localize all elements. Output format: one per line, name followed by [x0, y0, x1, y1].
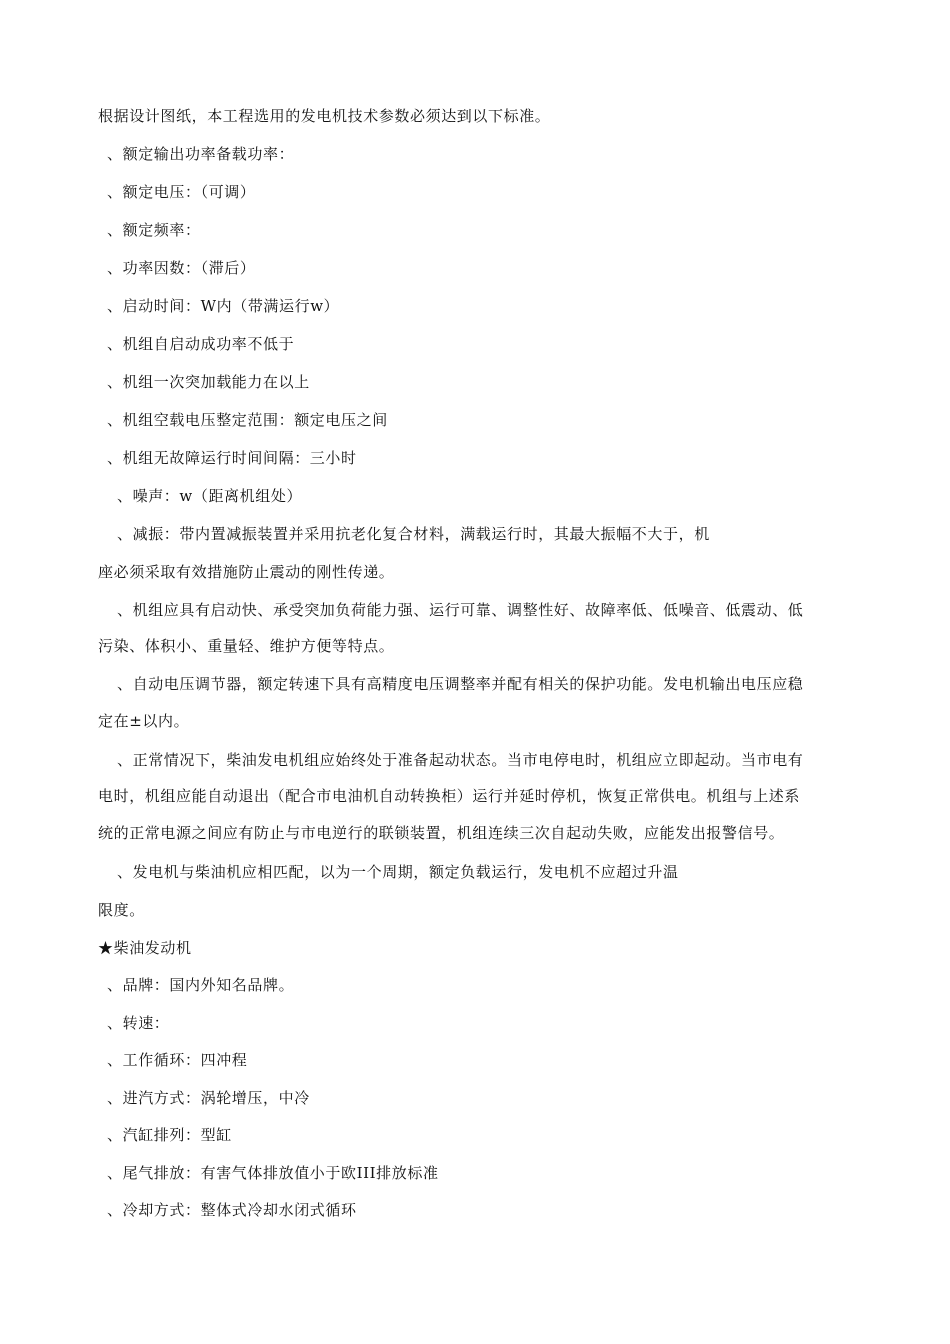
spec-item-standby: 、正常情况下，柴油发电机组应始终处于准备起动状态。当市电停电时，机组应立即起动。当市电有 — [117, 751, 804, 769]
engine-item-emissions: 、尾气排放：有害气体排放值小于欧III排放标准 — [107, 1164, 439, 1182]
spec-item-load-capacity: 、机组一次突加载能力在以上 — [107, 373, 310, 391]
spec-item-vibration-cont: 座必须采取有效措施防止震动的刚性传递。 — [98, 563, 395, 581]
spec-item-standby-cont-2: 统的正常电源之间应有防止与市电逆行的联锁装置，机组连续三次自起动失败，应能发出报警信号。 — [98, 824, 785, 842]
spec-item-matching: 、发电机与柴油机应相匹配，以为一个周期，额定负载运行，发电机不应超过升温 — [117, 863, 679, 881]
spec-item-start-success-rate: 、机组自启动成功率不低于 — [107, 335, 295, 353]
engine-item-cycle: 、工作循环：四冲程 — [107, 1051, 248, 1069]
spec-item-features: 、机组应具有启动快、承受突加负荷能力强、运行可靠、调整性好、故障率低、低噪音、低震动、低 — [117, 601, 804, 619]
engine-item-brand: 、品牌：国内外知名品牌。 — [107, 976, 295, 994]
section-heading-diesel-engine: ★柴油发动机 — [98, 939, 192, 957]
spec-item-features-cont: 污染、体积小、重量轻、维护方便等特点。 — [98, 637, 395, 655]
intro-line: 根据设计图纸，本工程选用的发电机技术参数必须达到以下标准。 — [98, 107, 551, 125]
spec-item-rated-frequency: 、额定频率： — [107, 221, 201, 239]
spec-item-rated-output: 、额定输出功率备载功率： — [107, 145, 295, 163]
spec-item-voltage-range: 、机组空载电压整定范围：额定电压之间 — [107, 411, 388, 429]
spec-item-noise: 、噪声：w（距离机组处） — [117, 487, 303, 505]
spec-item-matching-cont: 限度。 — [98, 901, 145, 919]
engine-item-cooling: 、冷却方式：整体式冷却水闭式循环 — [107, 1201, 357, 1219]
spec-item-power-factor: 、功率因数：（滞后） — [107, 259, 256, 277]
spec-item-avr: 、自动电压调节器，额定转速下具有高精度电压调整率并配有相关的保护功能。发电机输出电压应稳 — [117, 675, 804, 693]
spec-item-vibration: 、减振：带内置减振装置并采用抗老化复合材料，满载运行时，其最大振幅不大于，机 — [117, 525, 710, 543]
spec-item-standby-cont-1: 电时，机组应能自动退出（配合市电油机自动转换柜）运行并延时停机，恢复正常供电。机组与上述系 — [98, 787, 801, 805]
engine-item-speed: 、转速： — [107, 1014, 170, 1032]
spec-item-avr-cont: 定在±以内。 — [98, 712, 190, 730]
engine-item-intake: 、进汽方式：涡轮增压，中冷 — [107, 1089, 310, 1107]
engine-item-cylinders: 、汽缸排列：型缸 — [107, 1126, 232, 1144]
spec-item-start-time: 、启动时间：W内（带满运行w） — [107, 297, 340, 315]
spec-item-rated-voltage: 、额定电压：（可调） — [107, 183, 256, 201]
spec-item-mtbf: 、机组无故障运行时间间隔：三小时 — [107, 449, 357, 467]
